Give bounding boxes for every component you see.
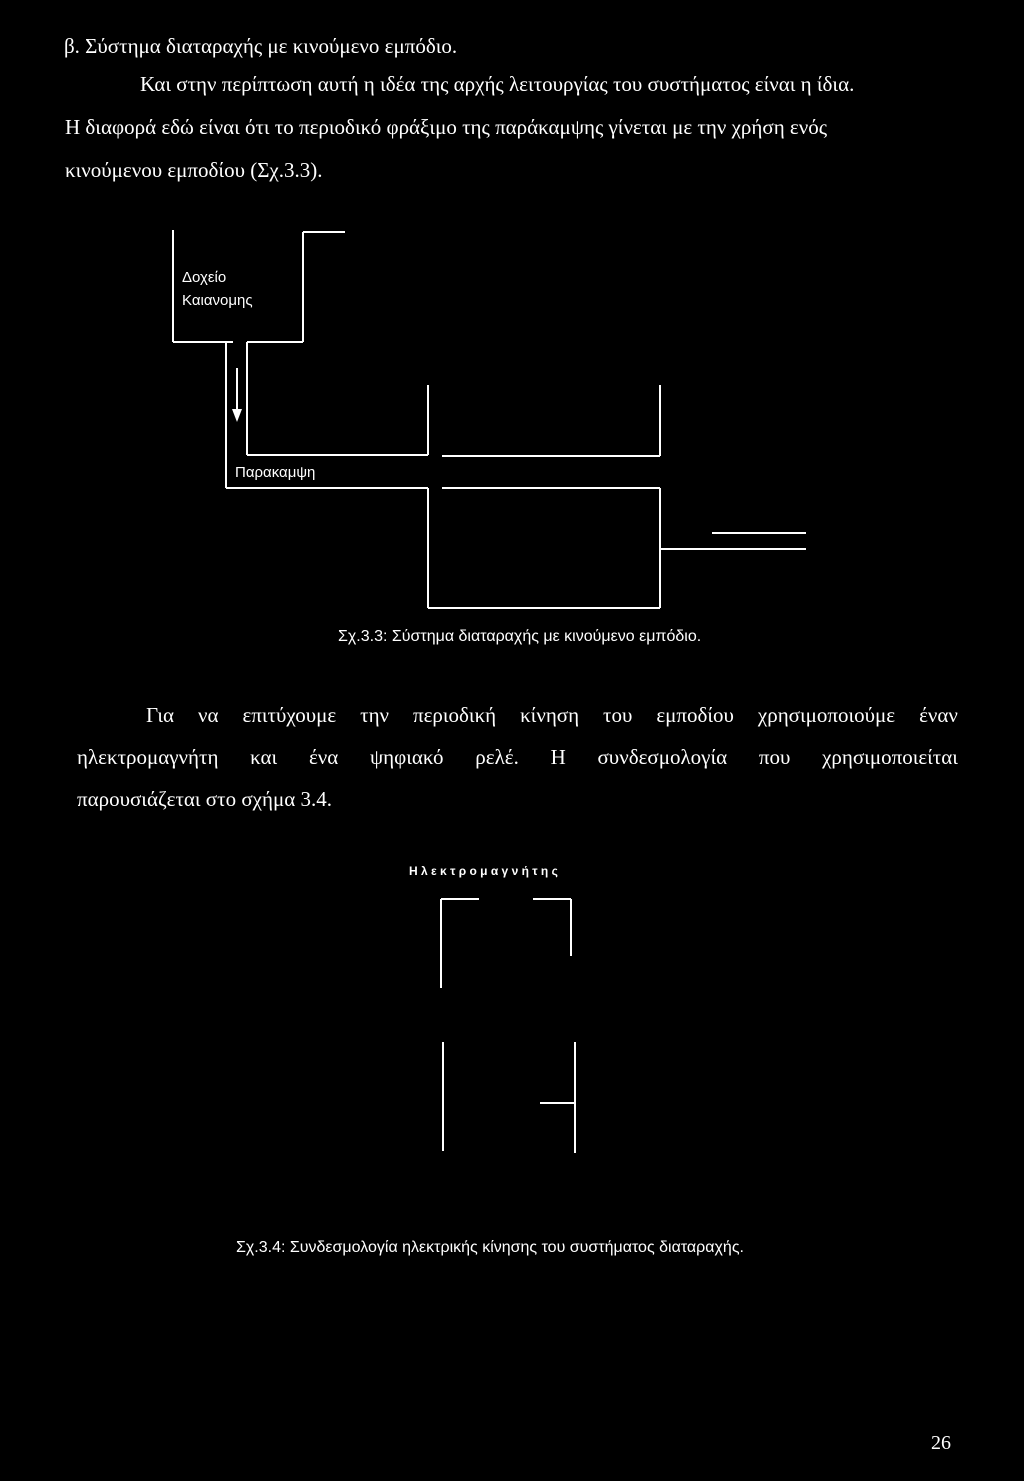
word: ηλεκτρομαγνήτη (77, 745, 219, 769)
word: συνδεσμολογία (597, 745, 728, 769)
page-number: 26 (931, 1432, 951, 1454)
word: χρησιμοποιούμε (757, 703, 896, 727)
word: επιτύχουμε (242, 703, 337, 727)
word: και (250, 745, 278, 769)
word: κίνηση (520, 703, 580, 727)
word: ρελέ. (475, 745, 519, 769)
word: να (198, 703, 219, 727)
word: του (603, 703, 633, 727)
word: εμποδίου (656, 703, 734, 727)
figure-3-3-caption: Σχ.3.3: Σύστημα διαταραχής με κινούμενο εμπόδιο. (338, 628, 702, 645)
paragraph-1-line-1: Και στην περίπτωση αυτή η ιδέα της αρχής λειτουργίας του συστήματος είναι η ίδια. (140, 72, 855, 96)
word: ψηφιακό (370, 745, 444, 769)
word: που (758, 745, 791, 769)
word: ένα (308, 745, 339, 769)
word: Η (550, 745, 566, 769)
paragraph-2-line-3: παρουσιάζεται στο σχήμα 3.4. (77, 787, 332, 811)
label-bypass: Παρακαμψη (235, 464, 316, 481)
word: έναν (919, 703, 958, 727)
word: χρησιμοποιείται (822, 745, 958, 769)
label-tank-line-1: Δοχείο (182, 269, 227, 286)
paragraph-1-line-3: κινούμενου εμποδίου (Σχ.3.3). (65, 158, 323, 182)
label-electromagnet: Η λ ε κ τ ρ ο μ α γ ν ή τ η ς (409, 864, 558, 878)
word: Για (146, 703, 175, 727)
section-heading: β. Σύστημα διαταραχής με κινούμενο εμπόδιο. (64, 34, 458, 58)
word: την (360, 703, 390, 727)
paragraph-1-line-2: Η διαφορά εδώ είναι ότι το περιοδικό φράξιμο της παράκαμψης γίνεται με την χρήση ενός (65, 115, 828, 139)
label-tank-line-2: Καιανομης (182, 292, 253, 309)
figure-3-4-caption: Σχ.3.4: Συνδεσμολογία ηλεκτρικής κίνησης του συστήματος διαταραχής. (236, 1239, 744, 1256)
word: περιοδική (412, 703, 497, 727)
